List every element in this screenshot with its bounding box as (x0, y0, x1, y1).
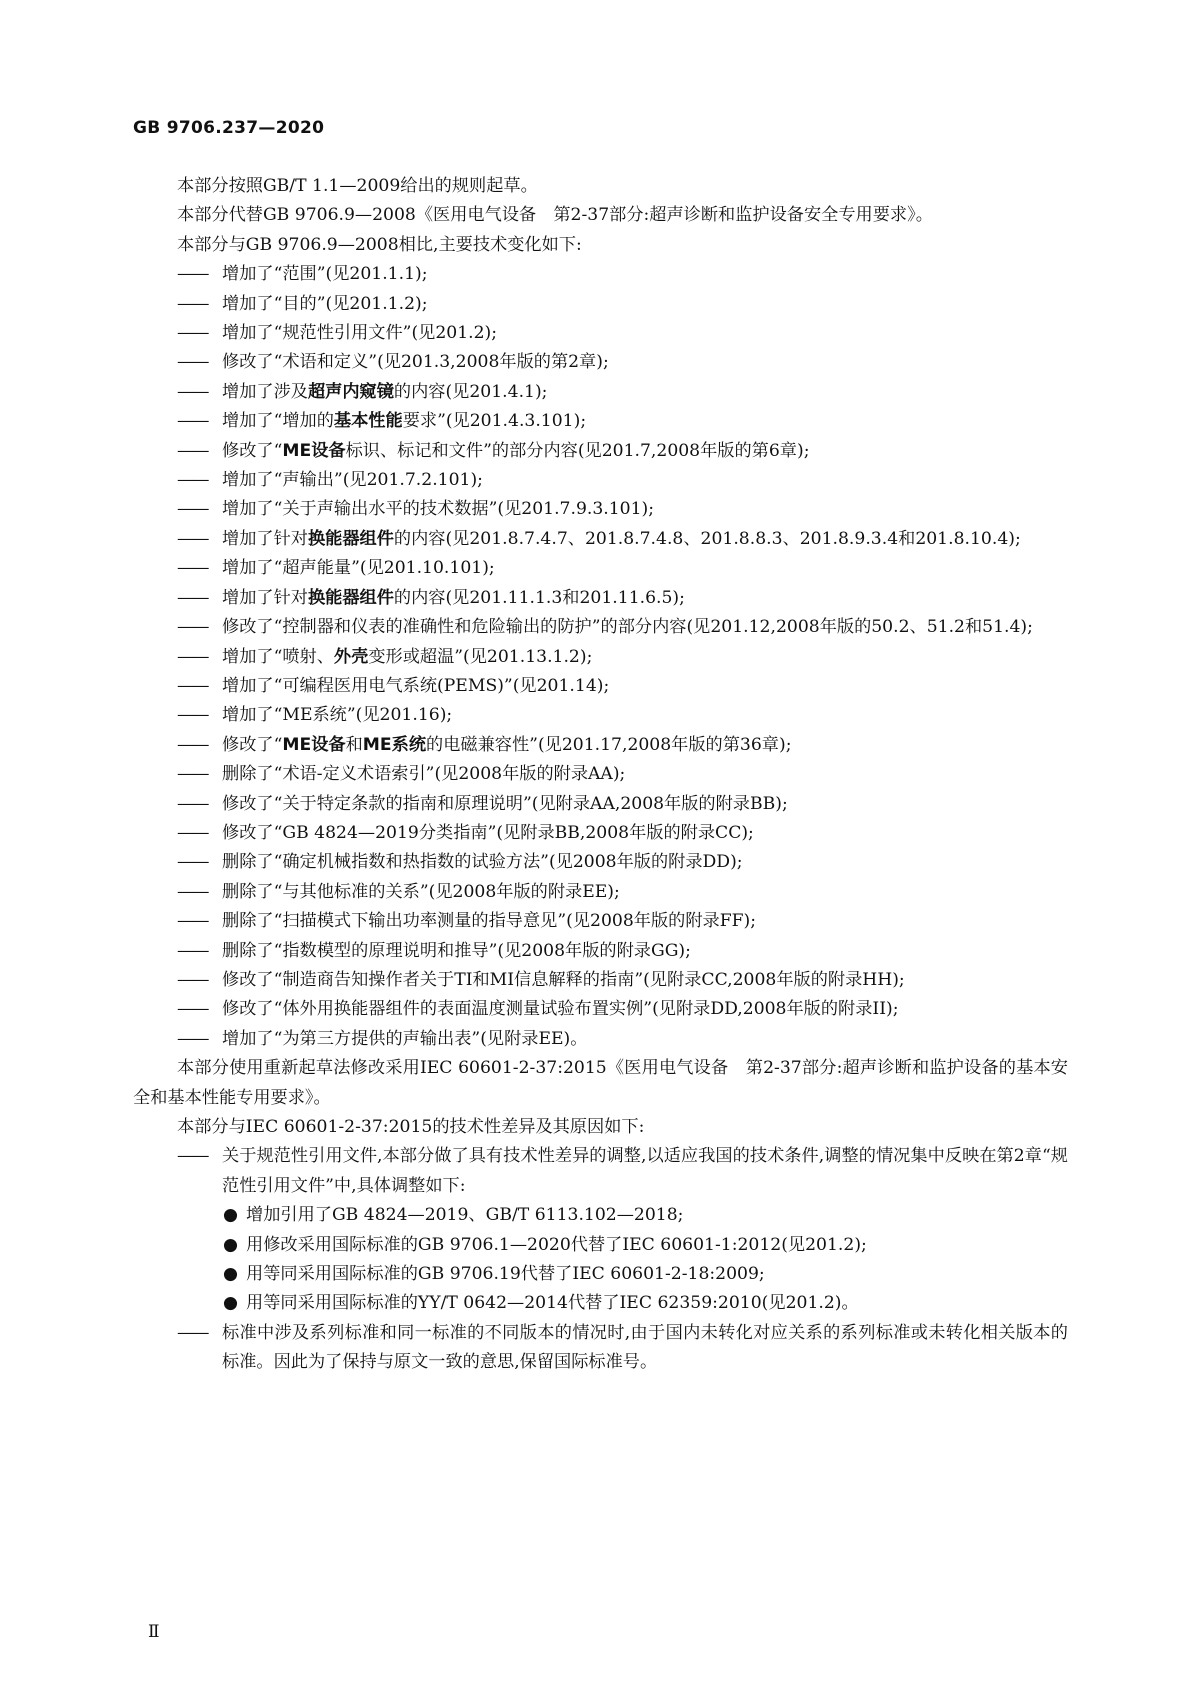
bold-term: ME设备 (282, 734, 346, 755)
change-item (133, 848, 1068, 877)
bullet-icon: ● (223, 1293, 238, 1314)
bold-term: ME系统 (362, 734, 427, 755)
difference-text: 关于规范性引用文件,本部分做了具有技术性差异的调整,以适应我国的技术条件,调整的情况集中反映在第2章“规范性引用文件”中,具体调整如下: (222, 1146, 1068, 1196)
change-text: 修改了“关于特定条款的指南和原理说明”(见附录AA,2008年版的附录BB); (222, 793, 788, 814)
change-text: 的内容(见201.4.1); (393, 381, 548, 402)
change-item (133, 907, 1068, 936)
change-text: 变形或超温”(见201.13.1.2); (368, 646, 593, 667)
change-item (133, 760, 1068, 789)
change-text: 修改了“体外用换能器组件的表面温度测量试验布置实例”(见附录DD,2008年版的附录II); (222, 999, 899, 1020)
dash-marker: —— (177, 999, 208, 1020)
bold-term: 换能器组件 (307, 528, 394, 549)
bullet-text: 用等同采用国际标准的YY/T 0642—2014代替了IEC 62359:2010(见201.2)。 (246, 1293, 859, 1314)
change-text: 增加了“规范性引用文件”(见201.2); (222, 323, 498, 344)
dash-marker: —— (177, 881, 208, 902)
change-text: 增加了“超声能量”(见201.10.101); (222, 558, 495, 579)
change-item (133, 319, 1068, 348)
change-item (133, 937, 1068, 966)
dash-marker: —— (177, 1146, 208, 1167)
dash-marker: —— (177, 734, 208, 755)
dash-marker: —— (177, 617, 208, 638)
bullet-icon: ● (223, 1264, 238, 1285)
change-item (133, 995, 1068, 1024)
change-item (133, 819, 1068, 848)
dash-marker: —— (177, 440, 208, 461)
dash-marker: —— (177, 381, 208, 402)
dash-marker: —— (177, 411, 208, 432)
change-text: 增加了“关于声输出水平的技术数据”(见201.7.9.3.101); (222, 499, 655, 520)
page-number: Ⅱ (148, 1622, 160, 1642)
bullet-icon: ● (223, 1205, 238, 1226)
change-item (133, 407, 1068, 436)
bullet-icon: ● (223, 1234, 238, 1255)
change-item (133, 613, 1068, 642)
change-item (133, 290, 1068, 319)
change-text: 标识、标记和文件”的部分内容(见201.7,2008年版的第6章); (345, 440, 810, 461)
change-item (133, 378, 1068, 407)
change-text: 增加了针对 (222, 528, 308, 549)
bullet-text: 用修改采用国际标准的GB 9706.1—2020代替了IEC 60601-1:2012(见201.2); (246, 1234, 867, 1255)
change-item (133, 348, 1068, 377)
change-text: 增加了“ME系统”(见201.16); (222, 705, 453, 726)
change-text: 增加了涉及 (222, 381, 308, 402)
dash-marker: —— (177, 470, 208, 491)
intro-paragraph: 本部分按照GB/T 1.1—2009给出的规则起草。 (177, 176, 538, 196)
change-text: 的内容(见201.11.1.3和201.11.6.5); (393, 587, 685, 608)
dash-marker: —— (177, 1028, 208, 1049)
dash-marker: —— (177, 323, 208, 344)
change-text: 的电磁兼容性”(见201.17,2008年版的第36章); (426, 734, 792, 755)
difference-item (133, 1319, 1068, 1378)
change-text: 修改了“ (222, 440, 283, 461)
change-item (133, 790, 1068, 819)
change-text: 增加了“喷射、 (222, 646, 334, 667)
bold-term: 外壳 (333, 646, 369, 667)
change-item (133, 466, 1068, 495)
dash-marker: —— (177, 969, 208, 990)
bullet-item (133, 1289, 1068, 1318)
bold-term: ME设备 (282, 440, 346, 461)
bullet-item (133, 1260, 1068, 1289)
bold-term: 基本性能 (333, 411, 403, 432)
change-item (133, 495, 1068, 524)
change-item (133, 260, 1068, 289)
dash-marker: —— (177, 852, 208, 873)
bullet-text: 用等同采用国际标准的GB 9706.19代替了IEC 60601-2-18:2009; (246, 1264, 765, 1285)
bullet-item (133, 1231, 1068, 1260)
bold-term: 换能器组件 (307, 587, 394, 608)
dash-marker: —— (177, 293, 208, 314)
difference-item (133, 1142, 1068, 1201)
change-item (133, 584, 1068, 613)
dash-marker: —— (177, 528, 208, 549)
dash-marker: —— (177, 499, 208, 520)
bullet-text: 增加引用了GB 4824—2019、GB/T 6113.102—2018; (246, 1205, 684, 1226)
dash-marker: —— (177, 793, 208, 814)
intro-paragraph: 本部分与GB 9706.9—2008相比,主要技术变化如下: (177, 234, 582, 255)
dash-marker: —— (177, 911, 208, 932)
change-text: 增加了“可编程医用电气系统(PEMS)”(见201.14); (222, 675, 610, 696)
standard-number-header: GB 9706.237—2020 (133, 118, 325, 138)
bold-term: 超声内窥镜 (307, 381, 394, 402)
change-text: 删除了“指数模型的原理说明和推导”(见2008年版的附录GG); (222, 940, 691, 961)
dash-marker: —— (177, 1322, 208, 1343)
change-item (133, 525, 1068, 554)
dash-marker: —— (177, 587, 208, 608)
change-text: 修改了“控制器和仪表的准确性和危险输出的防护”的部分内容(见201.12,2008年版的50.2、51.2和51.4); (222, 617, 1033, 638)
changes-list (133, 260, 1068, 1054)
bullet-item (133, 1201, 1068, 1230)
change-text: 修改了“制造商告知操作者关于TI和MI信息解释的指南”(见附录CC,2008年版的附录HH); (222, 969, 905, 990)
change-text: 增加了“为第三方提供的声输出表”(见附录EE)。 (222, 1028, 588, 1049)
change-text: 增加了“范围”(见201.1.1); (222, 264, 428, 285)
change-text: 删除了“与其他标准的关系”(见2008年版的附录EE); (222, 881, 620, 902)
difference-intro: 本部分与IEC 60601-2-37:2015的技术性差异及其原因如下: (177, 1117, 645, 1137)
bullet-list (133, 1201, 1068, 1319)
dash-marker: —— (177, 558, 208, 579)
change-text: 增加了“增加的 (222, 411, 334, 432)
dash-marker: —— (177, 764, 208, 785)
foreword-body (133, 172, 1068, 1378)
change-text: 删除了“扫描模式下输出功率测量的指导意见”(见2008年版的附录FF); (222, 911, 757, 932)
change-text: 删除了“确定机械指数和热指数的试验方法”(见2008年版的附录DD); (222, 852, 743, 873)
change-item (133, 701, 1068, 730)
change-item (133, 672, 1068, 701)
intro-paragraph: 本部分代替GB 9706.9—2008《医用电气设备 第2-37部分:超声诊断和监护设备安全专用要求》。 (177, 205, 933, 226)
change-item (133, 643, 1068, 672)
dash-marker: —— (177, 940, 208, 961)
change-text: 修改了“术语和定义”(见201.3,2008年版的第2章); (222, 352, 609, 373)
change-item (133, 731, 1068, 760)
change-text: 增加了“声输出”(见201.7.2.101); (222, 470, 483, 491)
change-text: 修改了“GB 4824—2019分类指南”(见附录BB,2008年版的附录CC); (222, 822, 754, 843)
change-text: 删除了“术语-定义术语索引”(见2008年版的附录AA); (222, 764, 626, 785)
change-item (133, 437, 1068, 466)
adoption-paragraph: 本部分使用重新起草法修改采用IEC 60601-2-37:2015《医用电气设备 第2-37部分:超声诊断和监护设备的基本安全和基本性能专用要求》。 (133, 1058, 1068, 1108)
change-text: 修改了“ (222, 734, 283, 755)
change-item (133, 1025, 1068, 1054)
dash-marker: —— (177, 264, 208, 285)
change-item (133, 554, 1068, 583)
dash-marker: —— (177, 352, 208, 373)
dash-marker: —— (177, 675, 208, 696)
dash-marker: —— (177, 705, 208, 726)
change-text: 和 (345, 734, 363, 755)
dash-marker: —— (177, 822, 208, 843)
change-text: 增加了针对 (222, 587, 308, 608)
change-text: 要求”(见201.4.3.101); (402, 411, 587, 432)
change-item (133, 878, 1068, 907)
change-text: 的内容(见201.8.7.4.7、201.8.7.4.8、201.8.8.3、201.8.9.3.4和201.8.10.4); (393, 528, 1021, 549)
change-text: 增加了“目的”(见201.1.2); (222, 293, 428, 314)
dash-marker: —— (177, 646, 208, 667)
change-item (133, 966, 1068, 995)
difference-text: 标准中涉及系列标准和同一标准的不同版本的情况时,由于国内未转化对应关系的系列标准或未转化相关版本的标准。因此为了保持与原文一致的意思,保留国际标准号。 (222, 1322, 1068, 1373)
